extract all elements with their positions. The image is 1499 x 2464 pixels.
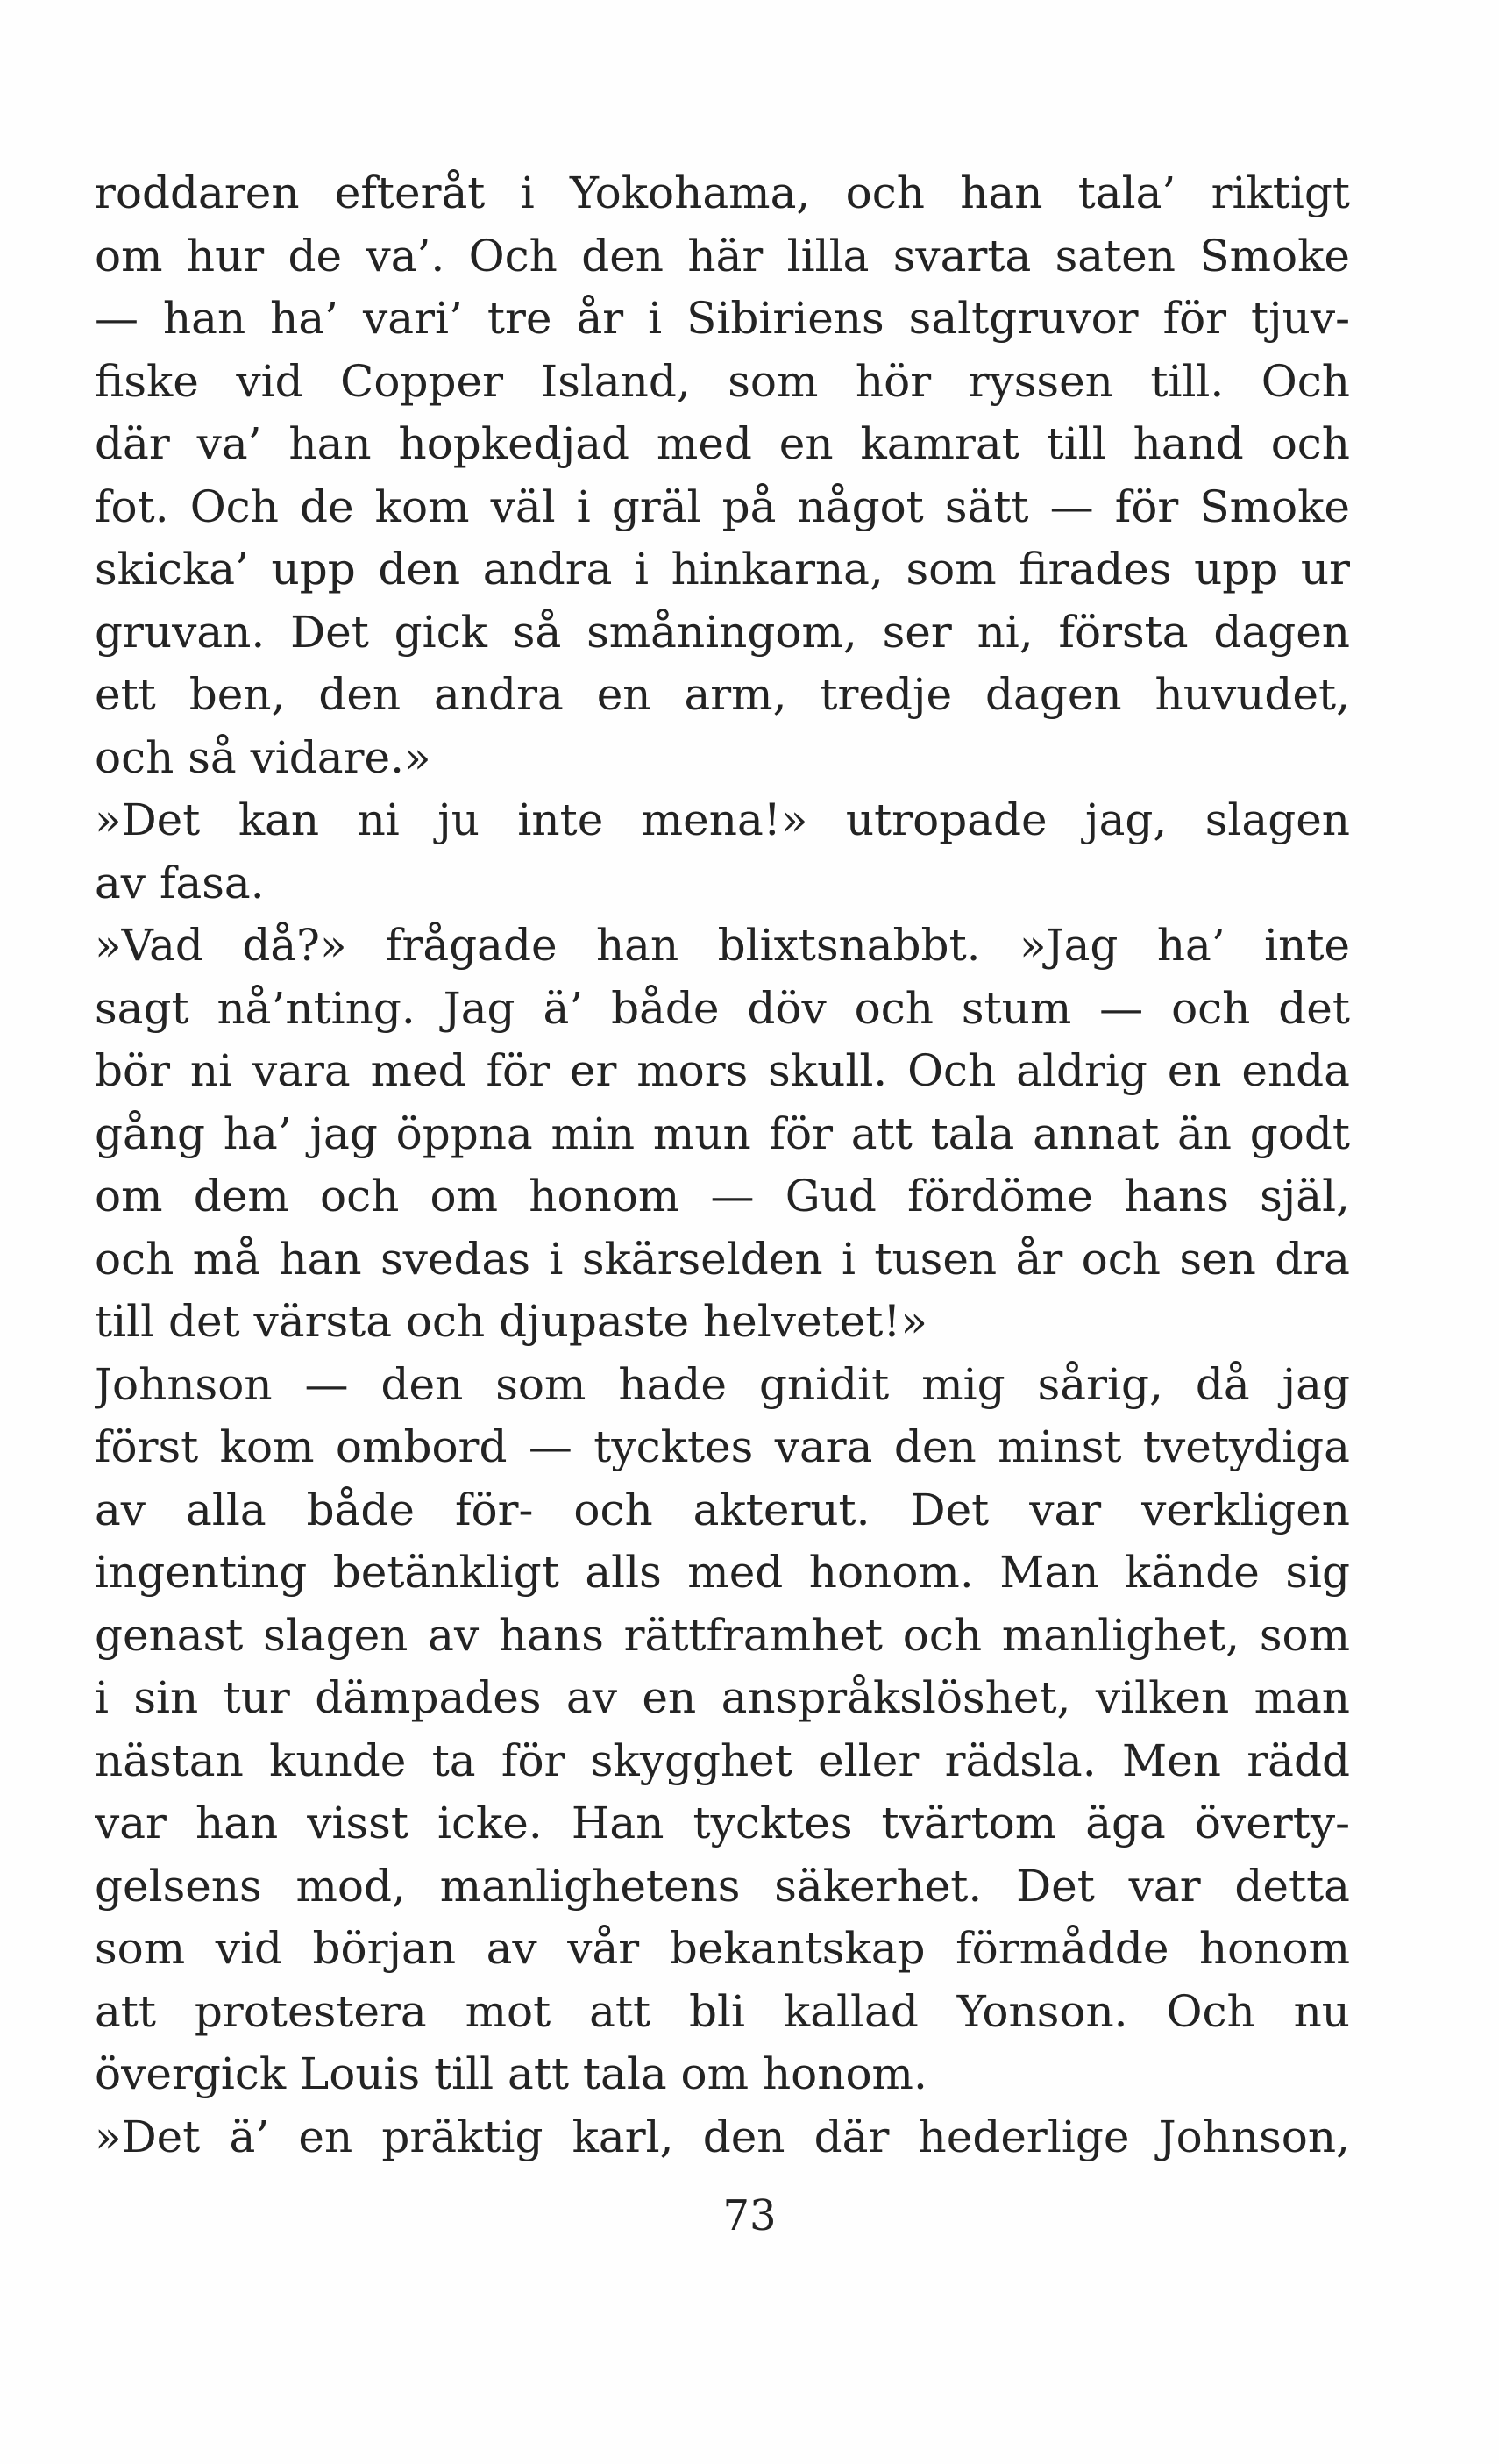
text-line-18: och må han svedas i skärselden i tusen år och sen dra (95, 1233, 1350, 1285)
text-line-32: »Det ä’ en präktig karl, den där hederlige Johnson, (95, 2111, 1350, 2162)
text-line-22: av alla både för- och akterut. Det var verkligen (95, 1484, 1350, 1535)
text-line-23: ingenting betänkligt alls med honom. Man kände sig (95, 1547, 1350, 1598)
text-line-15: bör ni vara med för er mors skull. Och aldrig en enda (95, 1045, 1350, 1096)
text-line-19: till det värsta och djupaste helvetet!» (95, 1296, 927, 1347)
text-line-12: av fasa. (95, 857, 265, 908)
text-line-28: gelsens mod, manlighetens säkerhet. Det var detta (95, 1860, 1350, 1912)
page-number: 73 (722, 2191, 777, 2240)
text-line-17: om dem och om honom — Gud fördöme hans själ, (95, 1171, 1350, 1221)
text-line-14: sagt nå’nting. Jag ä’ både döv och stum — och det (95, 982, 1350, 1034)
text-line-6: fot. Och de kom väl i gräl på något sätt — för Smoke (95, 481, 1350, 532)
text-line-24: genast slagen av hans rättframhet och manlighet, som (95, 1609, 1350, 1661)
text-line-7: skicka’ upp den andra i hinkarna, som firades upp ur (95, 544, 1350, 595)
text-line-4: fiske vid Copper Island, som hör ryssen till. Och (95, 355, 1350, 407)
text-line-3: — han ha’ vari’ tre år i Sibiriens saltgruvor för tjuv- (95, 293, 1350, 344)
text-line-26: nästan kunde ta för skygghet eller rädsla. Men rädd (95, 1734, 1350, 1786)
text-line-27: var han visst icke. Han tycktes tvärtom äga överty- (95, 1798, 1350, 1848)
text-line-13: »Vad då?» frågade han blixtsnabbt. »Jag ha’ inte (95, 920, 1350, 971)
body-text (95, 162, 1350, 2168)
text-line-25: i sin tur dämpades av en anspråkslöshet, vilken man (95, 1672, 1350, 1723)
text-line-10: och så vidare.» (95, 731, 431, 783)
text-line-8: gruvan. Det gick så småningom, ser ni, första dagen (95, 606, 1350, 658)
text-line-16: gång ha’ jag öppna min mun för att tala annat än godt (95, 1107, 1350, 1159)
text-line-21: först kom ombord — tycktes vara den minst tvetydiga (95, 1421, 1350, 1472)
text-line-5: där va’ han hopkedjad med en kamrat till hand och (95, 418, 1350, 469)
text-line-2: om hur de va’. Och den här lilla svarta saten Smoke (95, 230, 1350, 281)
text-line-9: ett ben, den andra en arm, tredje dagen huvudet, (95, 669, 1350, 720)
text-line-20: Johnson — den som hade gnidit mig sårig, då jag (95, 1358, 1350, 1410)
text-line-1: roddaren efteråt i Yokohama, och han tala’ riktigt (95, 167, 1350, 218)
text-line-30: att protestera mot att bli kallad Yonson. Och nu (95, 1985, 1350, 2037)
text-line-29: som vid början av vår bekantskap förmådde honom (95, 1923, 1350, 1974)
text-line-31: övergick Louis till att tala om honom. (95, 2048, 927, 2099)
text-line-11: »Det kan ni ju inte mena!» utropade jag, slagen (95, 794, 1350, 845)
